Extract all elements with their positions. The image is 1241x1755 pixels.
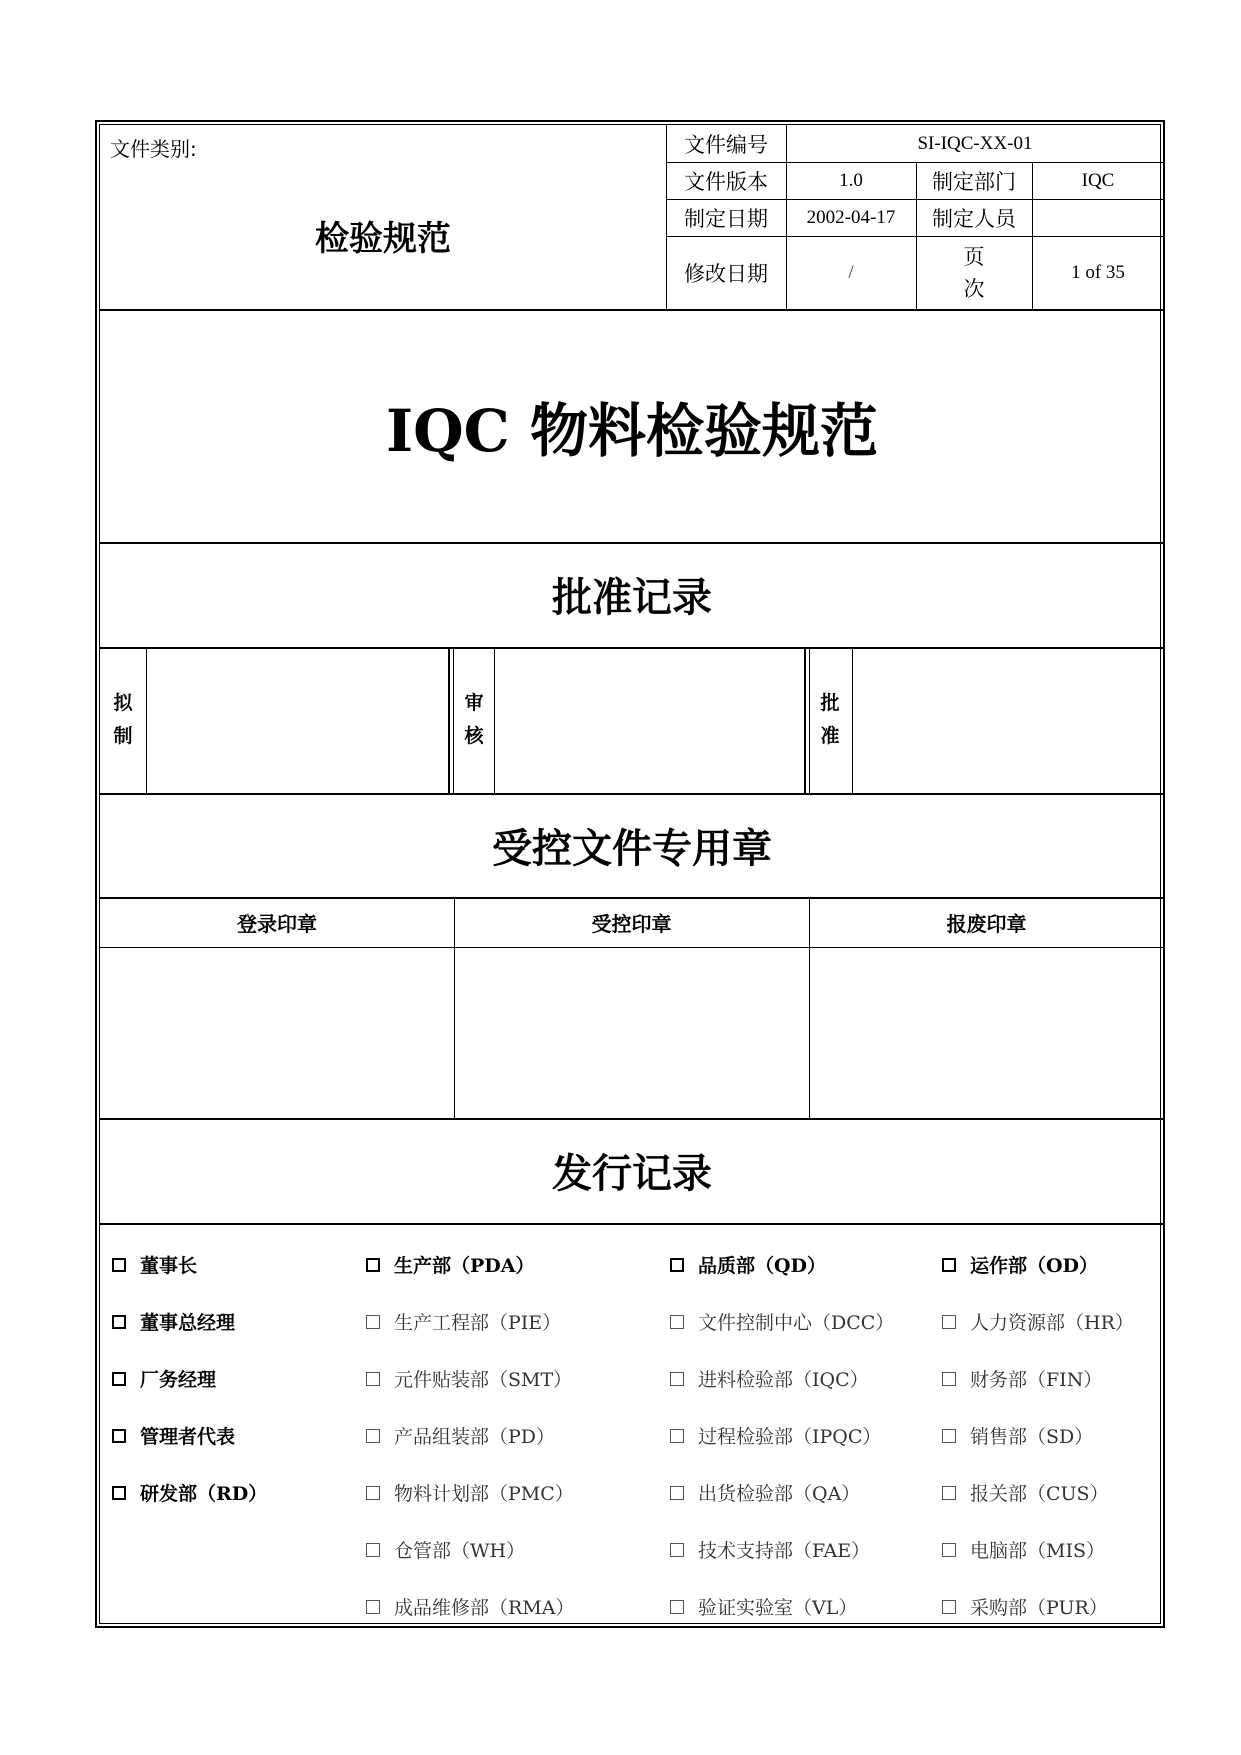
dept-value: IQC [1081,169,1115,191]
dist-item[interactable]: 生产工程部（PIE） [366,1308,561,1335]
approve-signature-field[interactable] [853,648,1163,792]
dist-item[interactable]: 成品维修部（RMA） [366,1593,574,1620]
dist-item-head[interactable]: 生产部（PDA） [366,1251,535,1278]
doc-number-value: SI-IQC-XX-01 [917,132,1033,154]
dist-item[interactable]: 电脑部（MIS） [942,1536,1105,1563]
checkbox-icon[interactable] [670,1429,684,1443]
page-label: 页 次 [963,244,985,301]
dist-item[interactable]: 过程检验部（IPQC） [670,1422,881,1449]
checkbox-icon[interactable] [366,1486,380,1500]
dist-item[interactable]: 报关部（CUS） [942,1479,1109,1506]
document-frame [95,120,1165,1628]
version-label: 文件版本 [684,169,768,194]
page-value: 1 of 35 [1071,261,1125,283]
dist-item[interactable]: 董事长 [112,1251,197,1278]
dist-item[interactable]: 元件贴装部（SMT） [366,1365,572,1392]
date-value: 2002-04-17 [806,206,896,228]
dist-item[interactable]: 销售部（SD） [942,1422,1093,1449]
review-label: 审 核 [464,692,484,747]
dist-item-head[interactable]: 运作部（OD） [942,1251,1098,1278]
checkbox-icon[interactable] [670,1315,684,1329]
dist-item[interactable]: 验证实验室（VL） [670,1593,857,1620]
login-stamp-header: 登录印章 [237,911,317,936]
category-label: 文件类别: [110,137,197,161]
checkbox-icon[interactable] [942,1600,956,1614]
checkbox-icon[interactable] [366,1372,380,1386]
date-label: 制定日期 [684,206,768,231]
main-title: IQC 物料检验规范 [385,396,878,465]
checkbox-icon[interactable] [670,1258,684,1272]
document-inner-frame [99,124,1161,1624]
version-value: 1.0 [839,169,863,191]
checkbox-icon[interactable] [942,1429,956,1443]
scrap-stamp-area[interactable] [810,948,1163,1117]
checkbox-icon[interactable] [366,1600,380,1614]
checkbox-icon[interactable] [112,1486,126,1500]
author-value [1032,199,1164,236]
doc-number-label: 文件编号 [684,132,768,157]
distribution-title: 发行记录 [552,1150,712,1197]
dist-item[interactable]: 研发部（RD） [112,1479,267,1506]
author-label: 制定人员 [932,206,1016,231]
scrap-stamp-header: 报废印章 [946,911,1027,936]
dist-item[interactable]: 技术支持部（FAE） [670,1536,870,1563]
review-signature-field[interactable] [495,648,803,792]
dist-item[interactable]: 管理者代表 [112,1422,235,1449]
checkbox-icon[interactable] [670,1372,684,1386]
checkbox-icon[interactable] [942,1486,956,1500]
controlled-stamp-area[interactable] [455,948,808,1117]
dist-item[interactable]: 人力资源部（HR） [942,1308,1134,1335]
checkbox-icon[interactable] [112,1372,126,1386]
dist-item[interactable]: 董事总经理 [112,1308,235,1335]
checkbox-icon[interactable] [366,1429,380,1443]
dist-item[interactable]: 厂务经理 [112,1365,216,1392]
controlled-stamp-header: 受控印章 [591,911,672,936]
checkbox-icon[interactable] [670,1543,684,1557]
checkbox-icon[interactable] [942,1258,956,1272]
dept-label: 制定部门 [932,169,1016,194]
checkbox-icon[interactable] [112,1429,126,1443]
checkbox-icon[interactable] [366,1258,380,1272]
checkbox-icon[interactable] [366,1543,380,1557]
checkbox-icon[interactable] [112,1258,126,1272]
draft-label: 拟 制 [113,692,133,747]
checkbox-icon[interactable] [670,1600,684,1614]
dist-item-head[interactable]: 品质部（QD） [670,1251,826,1278]
checkbox-icon[interactable] [942,1372,956,1386]
login-stamp-area[interactable] [101,948,453,1117]
dist-item[interactable]: 产品组装部（PD） [366,1422,555,1449]
checkbox-icon[interactable] [112,1315,126,1329]
checkbox-icon[interactable] [942,1315,956,1329]
checkbox-icon[interactable] [366,1315,380,1329]
dist-item[interactable]: 财务部（FIN） [942,1365,1102,1392]
approve-label: 批 准 [820,692,840,747]
dist-item[interactable]: 文件控制中心（DCC） [670,1308,894,1335]
dist-item[interactable]: 仓管部（WH） [366,1536,525,1563]
dist-item[interactable]: 物料计划部（PMC） [366,1479,574,1506]
approval-title: 批准记录 [552,574,712,621]
dist-item[interactable]: 出货检验部（QA） [670,1479,860,1506]
dist-item[interactable]: 采购部（PUR） [942,1593,1108,1620]
revise-date-label: 修改日期 [684,261,768,286]
stamp-section-title: 受控文件专用章 [492,824,772,872]
dist-item[interactable]: 进料检验部（IQC） [670,1365,869,1392]
checkbox-icon[interactable] [670,1486,684,1500]
revise-date-value: / [848,261,854,283]
draft-signature-field[interactable] [147,648,447,792]
checkbox-icon[interactable] [942,1543,956,1557]
category-value: 检验规范 [315,218,451,259]
